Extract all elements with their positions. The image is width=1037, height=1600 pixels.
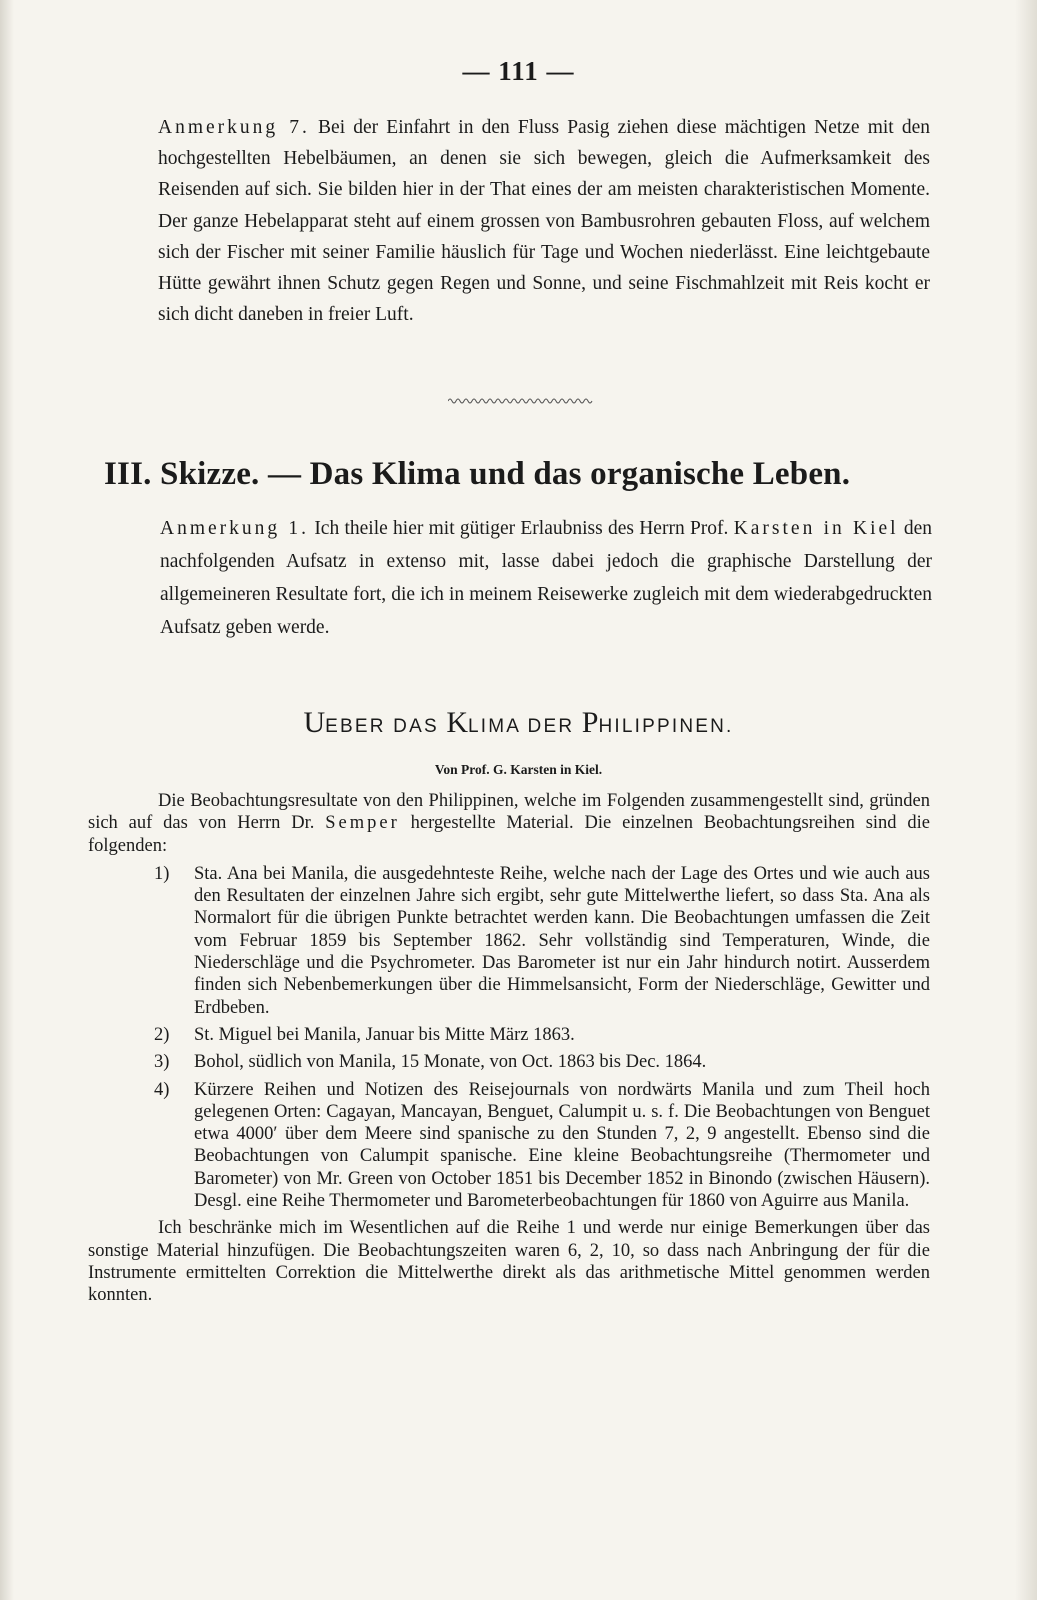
- list-text: St. Miguel bei Manila, Januar bis Mitte März 1863.: [194, 1024, 575, 1045]
- article-intro: [88, 790, 930, 857]
- list-number: 1): [154, 863, 170, 884]
- page-edge-shadow-right: [1015, 0, 1037, 1600]
- footnote-label: Anmerkung 7.: [158, 117, 310, 138]
- list-text: Sta. Ana bei Manila, die ausgedehnteste Reihe, welche nach der Lage des Ortes und wie auch aus den Resultaten der einzelnen Jahre sich ergibt, sehr gute Mittelwerthe liefert, so dass Sta. Ana als Normalort für die übrigen Punkte betrachtet werden kann. Die Beobachtungen umfassen die Zeit vom Februar 1859 bis September 1862. Sehr vollständig sind Temperaturen, Winde, die Niederschläge und die Psychrometer. Das Barometer ist nur ein Jahr hindurch notirt. Ausserdem finden sich Nebenbemerkungen über die Himmelsansicht, Form der Niederschläge, Gewitter und Erdbeben.: [194, 863, 930, 1018]
- article-title: [0, 706, 1037, 740]
- list-text: Bohol, südlich von Manila, 15 Monate, von Oct. 1863 bis Dec. 1864.: [194, 1052, 707, 1073]
- title-part: EBER DAS: [325, 716, 447, 737]
- list-item: [88, 1051, 930, 1073]
- page-edge-shadow-left: [0, 0, 14, 1600]
- article-body: [88, 790, 930, 1307]
- footnote-1: [120, 512, 932, 644]
- observation-series-list: [88, 863, 930, 1212]
- list-item: [88, 863, 930, 1019]
- title-part: LIMA DER: [467, 716, 582, 737]
- ornamental-divider: [448, 396, 594, 406]
- list-item: [88, 1024, 930, 1046]
- page-number: — 111 —: [462, 56, 575, 86]
- footnote-text-part: den nachfolgenden Aufsatz in extenso mit, lasse dabei jedoch die graphische Darstellung der allgemeineren Resultate fort, die ich in meinem Reisewerke zugleich mit dem wiederabgedruckten Aufsatz geben werde.: [160, 518, 933, 638]
- article-closing: Ich beschränke mich im Wesentlichen auf die Reihe 1 und werde nur einige Bemerkungen über das sonstige Material hinzufügen. Die Beobachtungszeiten waren 6, 2, 10, so dass nach Anbringung der für die Instrumente ermittelten Correktion die Mittelwerthe direkt als das arithmetische Mittel genommen werden konnten.: [88, 1218, 930, 1306]
- footnote-text: Bei der Einfahrt in den Fluss Pasig ziehen diese mächtigen Netze mit den hochgestellten Hebelbäumen, an denen sie sich bewegen, gleich die Aufmerksamkeit des Reisenden auf sich. Sie bilden hier in der That eines der am meisten charakteristischen Momente. Der ganze Hebelapparat steht auf einem grossen von Bambusrohren gebauten Floss, auf welchem sich der Fischer mit seiner Familie häuslich für Tage und Wochen niederlässt. Eine leichtgebaute Hütte gewährt ihnen Schutz gegen Regen und Sonne, und seine Fischmahlzeit mit Reis kocht er sich dicht daneben in freier Luft.: [158, 117, 931, 326]
- list-text: Kürzere Reihen und Notizen des Reisejournals von nordwärts Manila und zum Theil hoch gelegenen Orten: Cagayan, Mancayan, Benguet, Calumpit u. s. f. Die Beobachtungen von Benguet etwa 4000′ über dem Meere sind spanische zu den Stunden 7, 2, 9 angestellt. Ebenso sind die Beobachtungen von Calumpit spanische. Eine kleine Beobachtungsreihe (Thermometer und Barometer) von Mr. Green von October 1851 bis December 1852 in Binondo (zwischen Häusern). Desgl. eine Reihe Thermometer und Barometerbeobachtungen für 1860 von Aguirre aus Manila.: [194, 1079, 930, 1212]
- title-initial: U: [303, 706, 326, 739]
- list-item: [88, 1079, 930, 1213]
- footnote-text-part: Ich theile hier mit gütiger Erlaubniss des Herrn Prof.: [314, 518, 729, 539]
- list-number: 4): [154, 1079, 170, 1100]
- title-initial: P: [581, 706, 599, 739]
- chapter-title: III. Skizze. — Das Klima und das organische Leben.: [104, 456, 851, 492]
- footnote-7: [158, 112, 930, 330]
- list-number: 3): [154, 1052, 170, 1073]
- title-part: HILIPPINEN.: [598, 716, 734, 737]
- intro-name: Semper: [325, 813, 400, 834]
- intro-text: Die Beobachtungsresultate von den Philippinen, welche im Folgenden zusammengestellt sind, gründen sich auf das von Herrn Dr.: [88, 791, 930, 834]
- footnote-label: Anmerkung 1.: [160, 518, 310, 539]
- list-number: 2): [154, 1024, 170, 1045]
- article-author: Von Prof. G. Karsten in Kiel.: [434, 762, 603, 777]
- title-initial: K: [446, 706, 468, 739]
- intro-text: hergestellte Material. Die einzelnen Beobachtungsreihen sind die folgenden:: [88, 813, 931, 856]
- footnote-name: Karsten in Kiel: [733, 518, 899, 539]
